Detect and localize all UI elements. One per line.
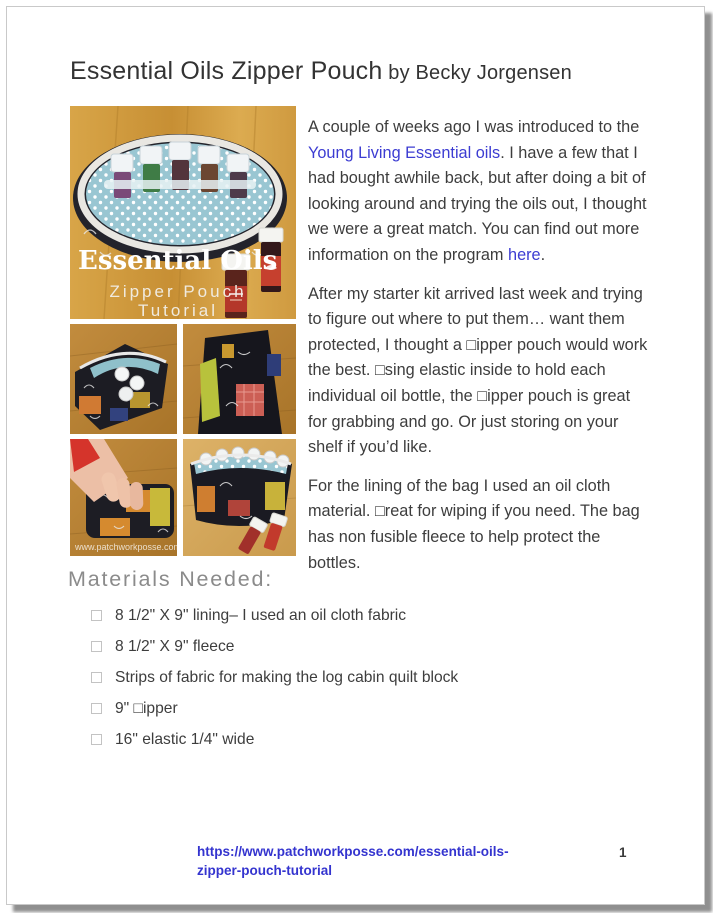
material-item	[91, 607, 611, 625]
article-body	[308, 115, 652, 589]
collage-image	[70, 106, 296, 556]
material-item	[91, 638, 611, 656]
oil-bottle	[111, 154, 133, 198]
material-item-text: 8 1/2" X 9" fleece	[115, 638, 235, 655]
program-here-link[interactable]: here	[508, 245, 541, 264]
material-item	[91, 731, 611, 749]
materials-heading: Materials Needed:	[68, 567, 274, 591]
middle-right-photo	[183, 324, 296, 434]
material-item-text: 8 1/2" X 9" lining– I used an oil cloth fabric	[115, 607, 407, 624]
checkbox-bullet-icon	[91, 641, 102, 652]
footer-url-line2: zipper-pouch-tutorial	[197, 863, 332, 878]
overlay-subtitle: Zipper Pouch	[109, 282, 247, 301]
paragraph-text: . I have a few that I had bought awhile back, but after doing a bit of looking around and trying the oils out, I thought we were a great match. You can find out more information on the program	[308, 143, 647, 264]
material-item-text: 9" □ipper	[115, 700, 178, 717]
material-item	[91, 700, 611, 718]
top-photo	[70, 106, 296, 320]
materials-list	[91, 607, 611, 762]
checkbox-bullet-icon	[91, 672, 102, 683]
material-item	[91, 669, 611, 687]
paragraph-1	[308, 115, 652, 269]
paragraph-text: A couple of weeks ago I was introduced to the	[308, 118, 640, 136]
footer-url-line1: https://www.patchworkposse.com/essential-oils-	[197, 844, 509, 859]
bottom-right-photo	[183, 439, 296, 556]
middle-left-photo	[70, 324, 177, 434]
paragraph-3: For the lining of the bag I used an oil cloth material. □reat for wiping if you need. The bag has non fusible fleece to help protect the bottles.	[308, 476, 640, 572]
oil-bottle	[227, 154, 249, 198]
young-living-link[interactable]: Young Living Essential oils	[308, 143, 501, 162]
tutorial-photo-collage	[70, 106, 296, 556]
footer-tutorial-url[interactable]	[197, 842, 527, 880]
overlay-subtitle2: Tutorial	[137, 301, 219, 320]
checkbox-bullet-icon	[91, 610, 102, 621]
checkbox-bullet-icon	[91, 703, 102, 714]
bottom-left-photo	[70, 439, 181, 556]
checkbox-bullet-icon	[91, 734, 102, 745]
document-page	[6, 6, 705, 905]
page-number: 1	[619, 845, 627, 860]
byline-text: by Becky Jorgensen	[382, 62, 572, 84]
overlay-title: Essential Oils	[78, 246, 278, 276]
material-item-text: Strips of fabric for making the log cabin quilt block	[115, 669, 459, 686]
material-item-text: 16" elastic 1/4" wide	[115, 731, 255, 748]
watermark-text: www.patchworkposse.com	[75, 542, 182, 552]
page-title	[70, 57, 650, 86]
paragraph-text: .	[540, 245, 546, 264]
title-text: Essential Oils Zipper Pouch	[70, 57, 383, 85]
paragraph-2: After my starter kit arrived last week and trying to figure out where to put them… want them protected, I thought a □ipper pouch would work the best. □sing elastic inside to hold each individual oil bottle, the □ipper pouch is great for grabbing and go. Or just storing on your shelf if you’d like.	[308, 284, 648, 457]
elastic-band	[104, 180, 256, 189]
